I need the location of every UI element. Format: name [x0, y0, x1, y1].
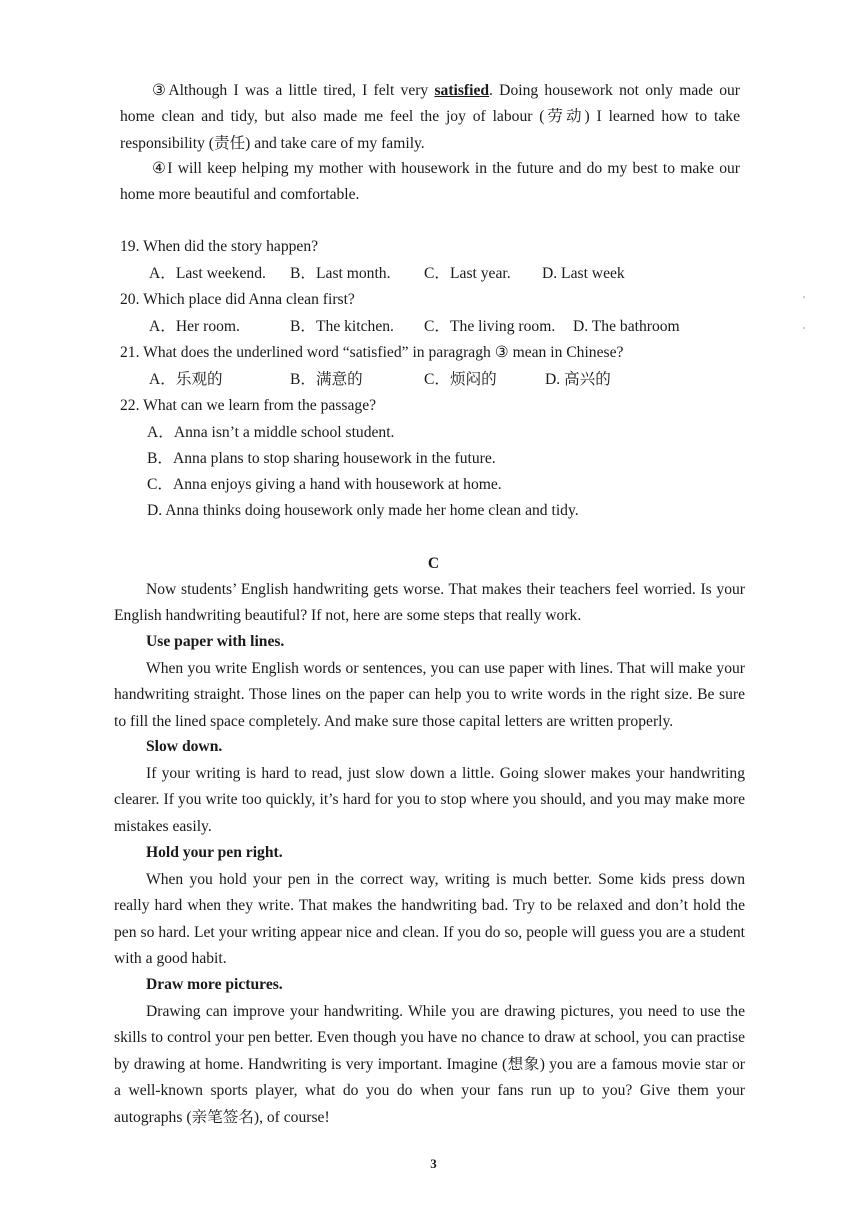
question-20-option-b: B．The kitchen. [290, 318, 394, 335]
question-20-option-c: C．The living room. [424, 318, 556, 335]
question-22-option-d: D. Anna thinks doing housework only made her home clean and tidy. [147, 502, 579, 519]
question-20-option-d: D. The bathroom [573, 318, 680, 335]
tip-4-title: Draw more pictures. [146, 976, 283, 993]
question-19-option-c: C．Last year. [424, 265, 511, 282]
section-c-heading: C [427, 555, 440, 572]
paragraph-3-rest: . Doing housework not only made our home clean and tidy, but also made me feel the joy of labour (劳动) I learned how to take responsibility (责任) and take care of my family. [120, 82, 740, 152]
question-20-stem: 20. Which place did Anna clean first? [120, 291, 355, 308]
section-c-intro: Now students’ English handwriting gets worse. That makes their teachers feel worried. Is your English handwriting beautiful? If not, here are some steps that really work. [114, 581, 745, 625]
underlined-word: satisfied [434, 82, 490, 99]
tip-2-body: If your writing is hard to read, just slow down a little. Going slower makes your handwriting clearer. If you write too quickly, it’s hard for you to stop where you should, and you may make more mistakes easily. [114, 765, 745, 835]
question-19-stem: 19. When did the story happen? [120, 238, 319, 255]
question-22-option-a: A．Anna isn’t a middle school student. [147, 424, 395, 441]
question-22-stem: 22. What can we learn from the passage? [120, 397, 377, 414]
paragraph-3 [120, 78, 740, 157]
tip-1-title: Use paper with lines. [146, 633, 285, 650]
tip-3-title: Hold your pen right. [146, 844, 283, 861]
paragraph-4: ④I will keep helping my mother with housework in the future and do my best to make our home more beautiful and comfortable. [120, 160, 740, 204]
question-19-option-d: D. Last week [542, 265, 625, 282]
paragraph-3-lead: ③Although I was a little tired, I felt very [152, 82, 435, 99]
question-21-option-b: B．满意的 [290, 371, 363, 388]
question-20-option-a: A．Her room. [149, 318, 240, 335]
question-21-option-c: C．烦闷的 [424, 371, 497, 388]
question-21-option-a: A．乐观的 [149, 371, 223, 388]
tip-1-body: When you write English words or sentences, you can use paper with lines. That will make your handwriting straight. Those lines on the paper can help you to write words in the right size. Be sure to fill the lined space completely. And make sure those capital letters are written properly. [114, 660, 745, 730]
tip-2-title: Slow down. [146, 738, 223, 755]
question-21-option-d: D. 高兴的 [545, 371, 611, 388]
question-22-option-b: B．Anna plans to stop sharing housework in the future. [147, 450, 496, 467]
question-21-stem: 21. What does the underlined word “satisfied” in paragragh ③ mean in Chinese? [120, 344, 624, 361]
question-19-option-b: B．Last month. [290, 265, 391, 282]
page-number: 3 [430, 1156, 437, 1171]
tip-4-body: Drawing can improve your handwriting. While you are drawing pictures, you need to use the skills to control your pen better. Even though you have no chance to draw at school, you can practise by drawing at home. Handwriting is very important. Imagine (想象) you are a famous movie star or a well-known sports player, what do you do when your fans run up to you? Give them your autographs (亲笔签名), of course! [114, 1003, 745, 1126]
tip-3-body: When you hold your pen in the correct way, writing is much better. Some kids press down really hard when they write. That makes the handwriting bad. Try to be relaxed and don’t hold the pen so hard. Let your writing appear nice and clean. If you do so, people will guess you are a student with a good habit. [114, 871, 745, 968]
scan-mark [803, 296, 805, 298]
scan-mark [803, 327, 805, 329]
question-22-option-c: C．Anna enjoys giving a hand with housework at home. [147, 476, 502, 493]
question-19-option-a: A．Last weekend. [149, 265, 266, 282]
